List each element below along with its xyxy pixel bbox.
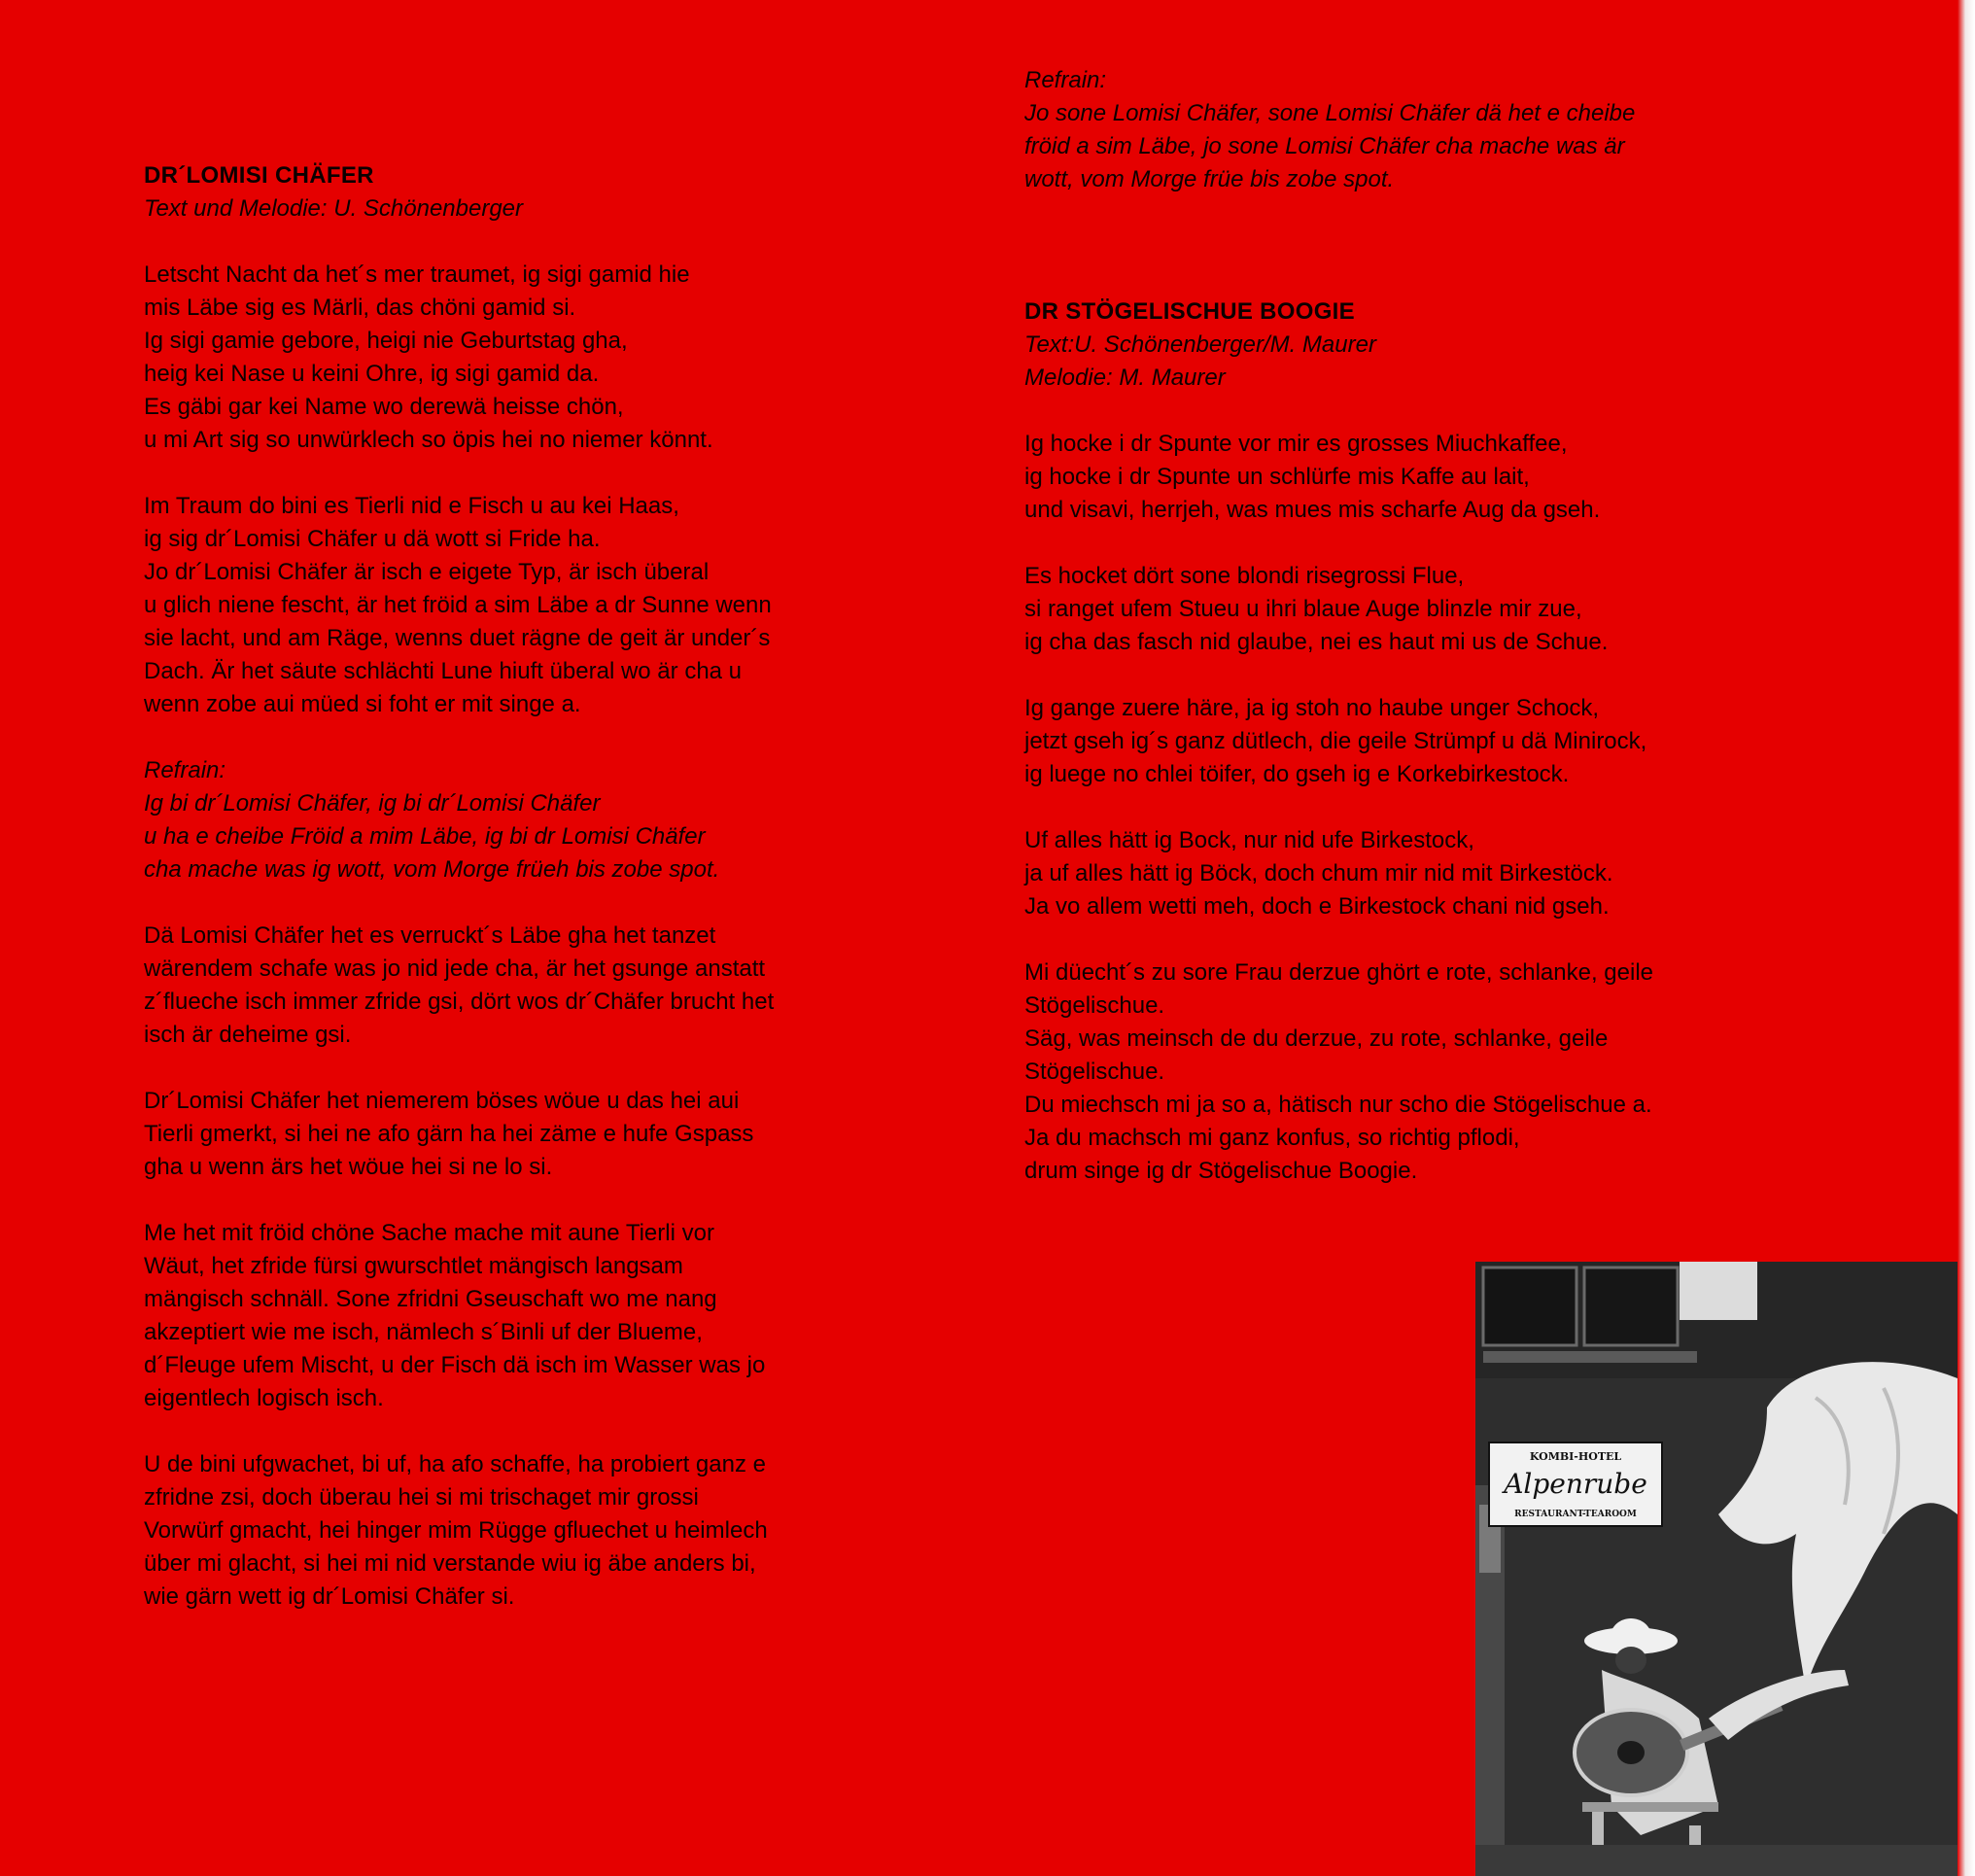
song-lomisi-chaefer [144,159,951,1614]
refrain-line: cha mache was ig wott, vom Morge früeh bis zobe spot. [144,856,720,883]
lyric-line: gha u wenn ärs het wöue hei si ne lo si. [144,1154,553,1180]
lyric-line: Stögelischue. [1024,1059,1165,1085]
song-title: DR´LOMISI CHÄFER [144,162,374,189]
photo-illustration [1475,1262,1958,1876]
lyric-line: zfridne zsi, doch überau hei si mi trischaget mir grossi [144,1484,699,1511]
lyric-line: mis Läbe sig es Märli, das chöni gamid si. [144,295,576,321]
lyric-line: sie lacht, und am Räge, wenns duet rägne de geit är under´s [144,625,771,651]
lyric-line: akzeptiert wie me isch, nämlech s´Binli uf der Blueme, [144,1319,703,1345]
stanza [1024,560,1851,659]
sign-bottom-text: RESTAURANT-TEAROOM [1514,1510,1637,1519]
lyric-line: Jo dr´Lomisi Chäfer är isch e eigete Typ, är isch überal [144,559,710,585]
refrain [144,754,951,886]
lyric-line: Ig sigi gamie gebore, heigi nie Geburtstag gha, [144,328,628,354]
lyric-line: Dach. Är het säute schlächti Lune hiuft überal wo är cha u [144,658,743,684]
sign-main-text: Alpenrube [1504,1468,1647,1500]
song-credit: Melodie: M. Maurer [1024,365,1226,391]
refrain-line: Jo sone Lomisi Chäfer, sone Lomisi Chäfer dä het e cheibe [1024,100,1636,126]
lyric-line: Wäut, het zfride fürsi gwurschtlet mängisch langsam [144,1253,683,1279]
lyric-line: ig cha das fasch nid glaube, nei es haut mi us de Schue. [1024,629,1609,655]
stanza [1024,428,1851,527]
stanza [1024,956,1851,1188]
lyric-line: Me het mit fröid chöne Sache mache mit aune Tierli vor [144,1220,714,1246]
lyric-line: u glich niene fescht, är het fröid a sim Läbe a dr Sunne wenn [144,592,772,618]
lyric-line: ja uf alles hätt ig Böck, doch chum mir nid mit Birkestöck. [1024,860,1613,886]
lyric-line: si ranget ufem Stueu u ihri blaue Auge blinzle mir zue, [1024,596,1582,622]
song-credit: Text:U. Schönenberger/M. Maurer [1024,331,1376,358]
refrain-label: Refrain: [144,757,226,783]
lyric-line: über mi glacht, si hei mi nid verstande wiu ig äbe anders bi, [144,1550,756,1577]
stanza [144,1217,951,1415]
lyric-line: drum singe ig dr Stögelischue Boogie. [1024,1158,1418,1184]
lyric-line: Es gäbi gar kei Name wo derewä heisse chön, [144,394,624,420]
lyric-line: d´Fleuge ufem Mischt, u der Fisch dä isch im Wasser was jo [144,1352,766,1378]
sign-top-text: KOMBI-HOTEL [1529,1450,1622,1463]
stanza [144,1085,951,1184]
refrain-line: wott, vom Morge früe bis zobe spot. [1024,166,1395,192]
stanza [144,259,951,457]
lyric-line: Ja du machsch mi ganz konfus, so richtig pflodi, [1024,1125,1520,1151]
stanza [144,920,951,1052]
song-credit: Text und Melodie: U. Schönenberger [144,195,524,222]
lyric-line: Mi düecht´s zu sore Frau derzue ghört e rote, schlanke, geile [1024,959,1653,986]
lyric-line: jetzt gseh ig´s ganz dütlech, die geile Strümpf u dä Minirock, [1024,728,1647,754]
lyric-line: Tierli gmerkt, si hei ne afo gärn ha hei zäme e hufe Gspass [144,1121,754,1147]
stanza [144,490,951,721]
lyric-line: Uf alles hätt ig Bock, nur nid ufe Birkestock, [1024,827,1474,853]
lyric-line: ig sig dr´Lomisi Chäfer u dä wott si Fride ha. [144,526,601,552]
lyric-line: Stögelischue. [1024,992,1165,1019]
lyric-line: Dä Lomisi Chäfer het es verruckt´s Läbe gha het tanzet [144,922,716,949]
lyric-line: mängisch schnäll. Sone zfridni Gseuschaft wo me nang [144,1286,717,1312]
stanza [1024,824,1851,923]
stanza [144,1448,951,1614]
lyric-line: wenn zobe aui müed si foht er mit singe a. [144,691,581,717]
refrain-label: Refrain: [1024,67,1107,93]
lyric-line: ig luege no chlei töifer, do gseh ig e Korkebirkestock. [1024,761,1570,787]
lyric-line: Säg, was meinsch de du derzue, zu rote, schlanke, geile [1024,1025,1609,1052]
section-gap [1024,196,1851,295]
song-stoegelischue-boogie [1024,295,1851,1188]
left-column [144,159,951,1614]
lyric-line: heig kei Nase u keini Ohre, ig sigi gamid da. [144,361,600,387]
right-column [1024,64,1851,1188]
lyric-line: ig hocke i dr Spunte un schlürfe mis Kaffe au lait, [1024,464,1530,490]
lyric-line: isch är deheime gsi. [144,1022,352,1048]
lyric-line: Dr´Lomisi Chäfer het niemerem böses wöue u das hei aui [144,1088,740,1114]
lyric-line: Du miechsch mi ja so a, hätisch nur scho die Stögelischue a. [1024,1092,1652,1118]
refrain-line: fröid a sim Läbe, jo sone Lomisi Chäfer cha mache was är [1024,133,1625,159]
refrain-line: u ha e cheibe Fröid a mim Läbe, ig bi dr Lomisi Chäfer [144,823,706,850]
lyric-line: Im Traum do bini es Tierli nid e Fisch u au kei Haas, [144,493,679,519]
band-photo [1475,1262,1958,1876]
lyric-line: wärendem schafe was jo nid jede cha, är het gsunge anstatt [144,955,766,982]
lyric-line: Ig hocke i dr Spunte vor mir es grosses Miuchkaffee, [1024,431,1568,457]
refrain-repeat [1024,64,1851,196]
lyric-line: wie gärn wett ig dr´Lomisi Chäfer si. [144,1583,515,1610]
lyric-line: und visavi, herrjeh, was mues mis scharfe Aug da gseh. [1024,497,1601,523]
song-title: DR STÖGELISCHUE BOOGIE [1024,298,1355,325]
lyric-line: Letscht Nacht da het´s mer traumet, ig sigi gamid hie [144,261,690,288]
lyric-line: z´flueche isch immer zfride gsi, dört wos dr´Chäfer brucht het [144,989,775,1015]
lyric-line: Ig gange zuere häre, ja ig stoh no haube unger Schock, [1024,695,1600,721]
lyric-line: Vorwürf gmacht, hei hinger mim Rügge gfluechet u heimlech [144,1517,768,1544]
lyric-line: Ja vo allem wetti meh, doch e Birkestock chani nid gseh. [1024,893,1610,920]
page-edge [1958,0,1975,1876]
lyric-line: U de bini ufgwachet, bi uf, ha afo schaffe, ha probiert ganz e [144,1451,766,1477]
lyric-line: eigentlech logisch isch. [144,1385,384,1411]
lyric-line: u mi Art sig so unwürklech so öpis hei no niemer könnt. [144,427,713,453]
refrain-line: Ig bi dr´Lomisi Chäfer, ig bi dr´Lomisi Chäfer [144,790,601,816]
stanza [1024,692,1851,791]
lyric-line: Es hocket dört sone blondi risegrossi Flue, [1024,563,1465,589]
